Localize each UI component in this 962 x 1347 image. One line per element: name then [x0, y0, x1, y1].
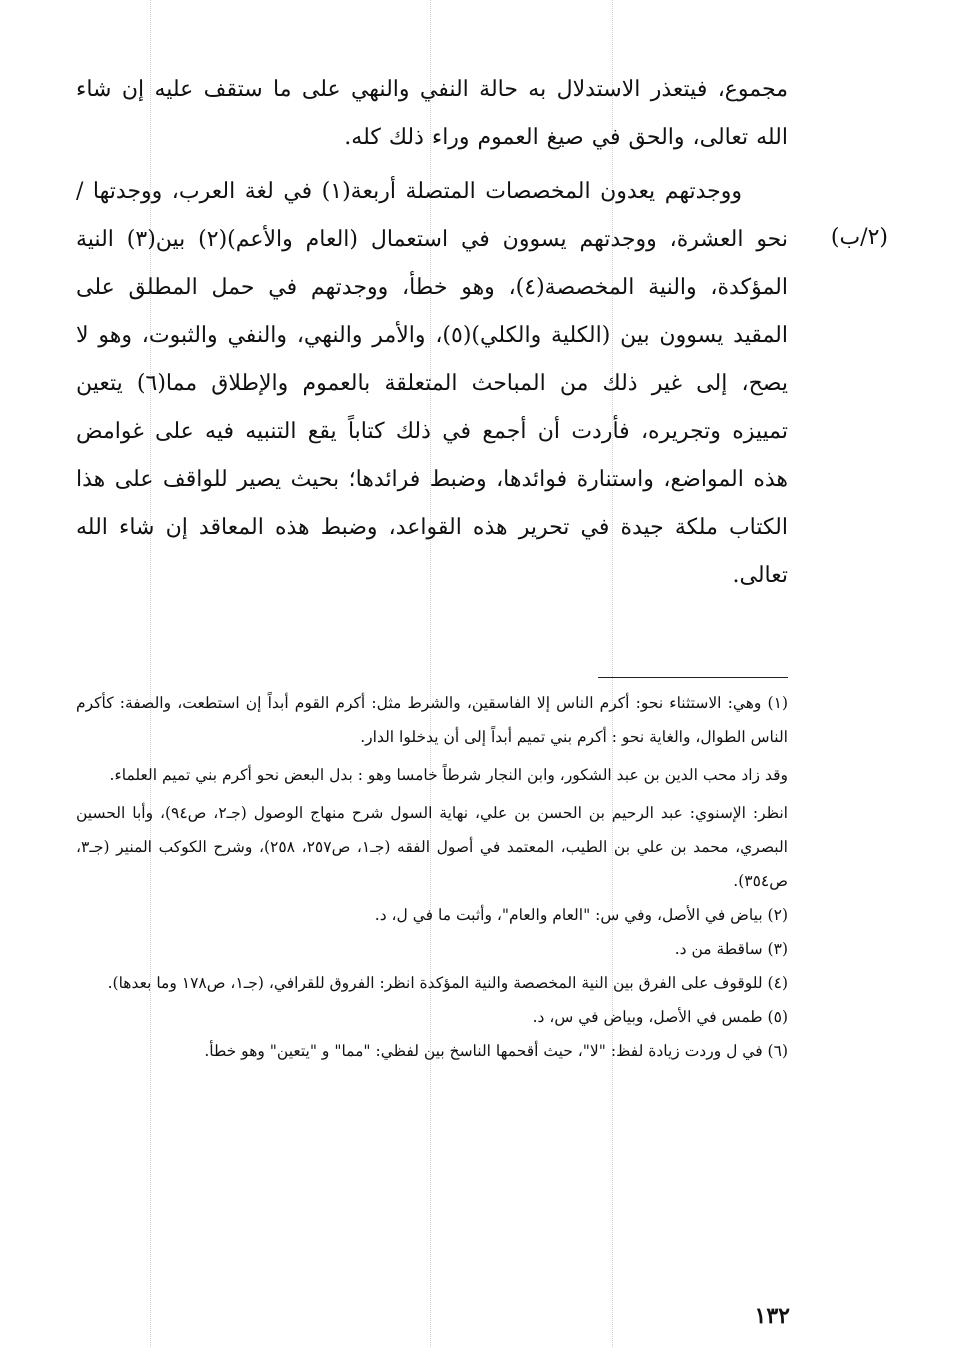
main-text-block — [76, 66, 788, 600]
footnote: (٤) للوقوف على الفرق بين النية المخصصة والنية المؤكدة انظر: الفروق للقرافي، (جـ١، ص١٧٨ وما بعدها). — [107, 974, 788, 992]
footnote-continuation: وقد زاد محب الدين بن عبد الشكور، وابن النجار شرطاً خامسا وهو : بدل البعض نحو أكرم بني تميم العلماء. — [109, 766, 788, 784]
footnote: (٦) في ل وردت زيادة لفظ: "لا"، حيث أقحمها الناسخ بين لفظي: "مما" و "يتعين" وهو خطأ. — [204, 1042, 788, 1060]
footnote: (٣) ساقطة من د. — [674, 940, 788, 958]
margin-folio-note: (٢/ب) — [830, 225, 888, 250]
main-paragraph: ووجدتهم يعدون المخصصات المتصلة أربعة(١) في لغة العرب، ووجدتها /نحو العشرة، ووجدتهم يسوون في استعمال (العام والأعم)(٢) بين(٣) النية المؤكدة، والنية المخصصة(٤)، وهو خطأ، ووجدتهم في حمل المطلق على المقيد يسوون بين (الكلية والكلي)(٥)، والأمر والنهي، والنفي والثبوت، وهو لا يصح، إلى غير ذلك من المباحث المتعلقة بالعموم والإطلاق مما(٦) يتعين تمييزه وتجريره، فأردت أن أجمع في ذلك كتاباً يقع التنبيه فيه على غوامض هذه المواضع، واستنارة فوائدها، وضبط فرائدها؛ بحيث يصير للواقف على هذا الكتاب ملكة جيدة في تحرير هذه القواعد، وضبط هذه المعاقد إن شاء الله تعالى. — [76, 179, 789, 588]
footnote: (٥) طمس في الأصل، وبياض في س، د. — [532, 1008, 788, 1026]
footnote-separator — [598, 677, 788, 678]
page-number: ١٣٢ — [754, 1303, 790, 1329]
footnote: (٢) بياض في الأصل، وفي س: "العام والعام"، وأثبت ما في ل، د. — [374, 906, 788, 924]
footnote-continuation: انظر: الإسنوي: عبد الرحيم بن الحسن بن علي، نهاية السول شرح منهاج الوصول (جـ٢، ص٩٤)، وأبا الحسين البصري، محمد بن علي بن الطيب، المعتمد في أصول الفقه (جـ١، ص٢٥٧، ٢٥٨)، وشرح الكوكب المنير (جـ٣، ص٣٥٤). — [76, 804, 788, 890]
footnote: (١) وهي: الاستثناء نحو: أكرم الناس إلا الفاسقين، والشرط مثل: أكرم القوم أبداً إن استطعت، والصفة: كأكرم الناس الطوال، والغاية نحو : أكرم بني تميم أبداً إلى أن يدخلوا الدار. — [76, 694, 788, 746]
footnotes-block — [76, 686, 788, 1068]
main-paragraph: مجموع، فيتعذر الاستدلال به حالة النفي والنهي على ما ستقف عليه إن شاء الله تعالى، والحق في صيغ العموم وراء ذلك كله. — [76, 77, 788, 150]
